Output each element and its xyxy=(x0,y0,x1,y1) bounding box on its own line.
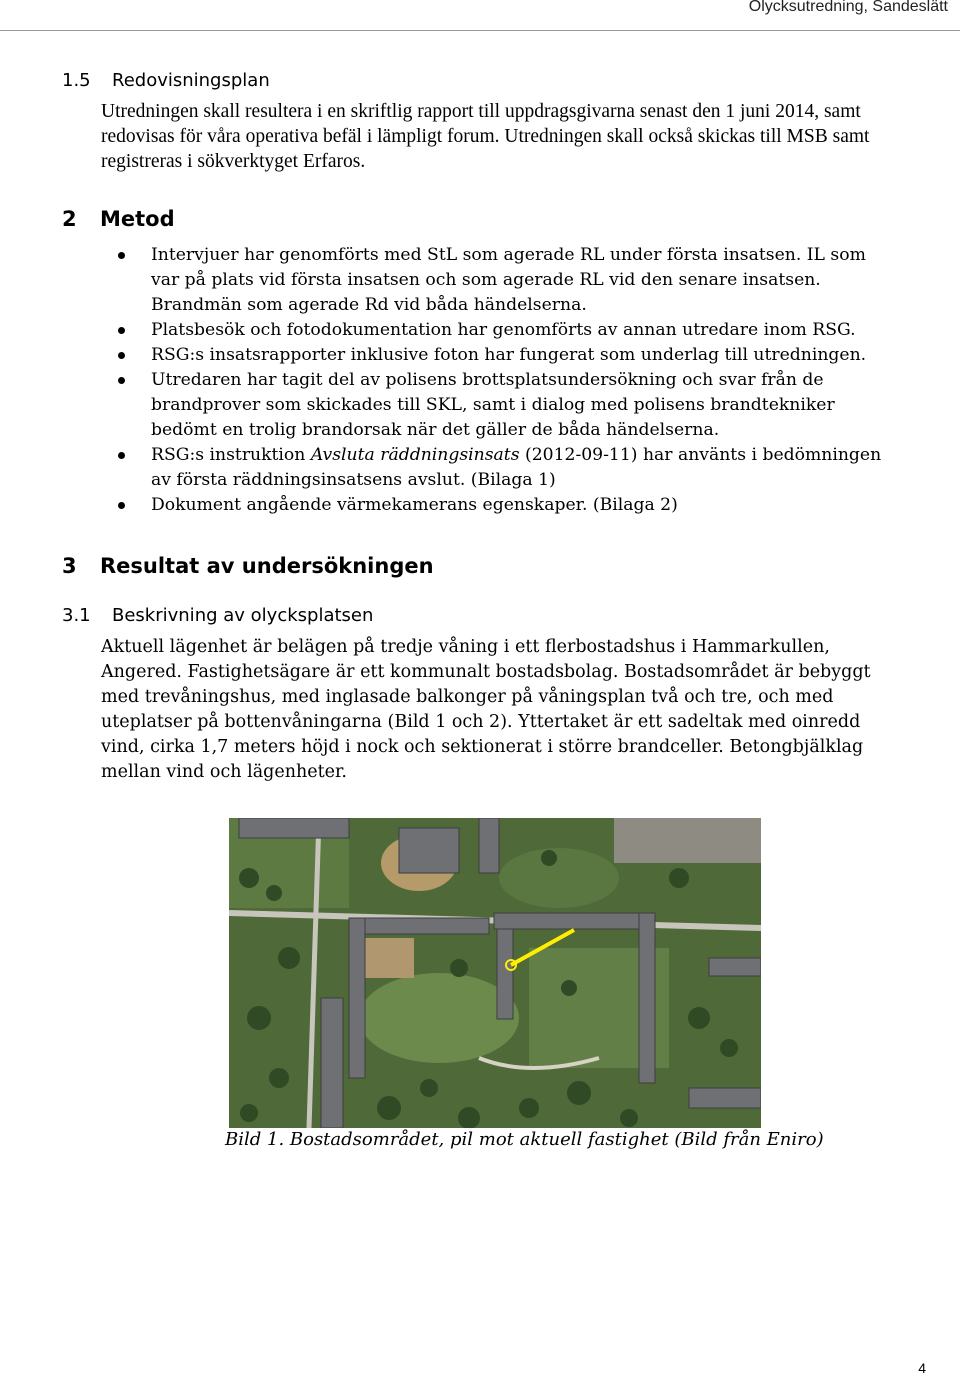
section-3-1-body: Aktuell lägenhet är belägen på tredje våning i ett flerbostadshus i Hammarkullen, Angered. Fastighetsägare är ett kommunalt bostadsbolag. Bostadsområdet är bebyggt med trevåningshus, med inglasade balkonger på våningsplan två och tre, och med uteplatser på bottenvåningarna (Bild 1 och 2). Yttertaket är ett sadeltak med oinredd vind, cirka 1,7 meters höjd i nock och sektionerat i större brandceller. Betongbjälklag mellan vind och lägenheter. xyxy=(101,637,871,782)
bullet-icon xyxy=(118,452,125,459)
list-item: Utredaren har tagit del av polisens brottsplatsundersökning och svar från de brandprover som skickades till SKL, samt i dialog med polisens brandtekniker bedömt en trolig brandorsak när det gäller de båda händelserna. xyxy=(112,368,892,443)
section-number: 3 xyxy=(62,554,77,578)
header-divider xyxy=(0,30,960,31)
method-bullet-list xyxy=(112,243,892,518)
bullet-icon xyxy=(118,252,125,259)
running-header: Olycksutredning, Sandeslätt xyxy=(748,0,948,15)
section-heading-3 xyxy=(62,554,434,578)
section-title: Beskrivning av olycksplatsen xyxy=(112,605,374,626)
section-heading-3-1 xyxy=(62,605,373,626)
list-item: RSG:s insatsrapporter inklusive foton har fungerat som underlag till utredningen. xyxy=(112,343,892,368)
section-1-5-body: Utredningen skall resultera i en skriftlig rapport till uppdragsgivarna senast den 1 juni 2014, samt redovisas för våra operativa befäl i lämpligt forum. Utredningen skall också skickas till MSB samt registreras i sökverktyget Erfaros. xyxy=(101,101,870,172)
figure-caption: Bild 1. Bostadsområdet, pil mot aktuell fastighet (Bild från Eniro) xyxy=(225,1129,824,1150)
section-title: Redovisningsplan xyxy=(112,70,270,91)
aerial-map-image xyxy=(229,818,761,1128)
section-title: Metod xyxy=(100,207,175,231)
bullet-icon xyxy=(118,352,125,359)
section-number: 3.1 xyxy=(62,605,91,626)
section-number: 2 xyxy=(62,207,77,231)
section-title: Resultat av undersökningen xyxy=(100,554,434,578)
list-item: Dokument angående värmekamerans egenskaper. (Bilaga 2) xyxy=(112,493,892,518)
section-number: 1.5 xyxy=(62,70,91,91)
list-item: Intervjuer har genomförts med StL som agerade RL under första insatsen. IL som var på plats vid första insatsen och som agerade RL vid den senare insatsen. Brandmän som agerade Rd vid båda händelserna. xyxy=(112,243,892,318)
list-item: Platsbesök och fotodokumentation har genomförts av annan utredare inom RSG. xyxy=(112,318,892,343)
list-item: RSG:s instruktion Avsluta räddningsinsats (2012-09-11) har använts i bedömningen av första räddningsinsatsens avslut. (Bilaga 1) xyxy=(112,443,892,493)
bullet-icon xyxy=(118,502,125,509)
section-heading-2 xyxy=(62,207,175,231)
bullet-icon xyxy=(118,327,125,334)
page-number: 4 xyxy=(918,1360,926,1376)
section-heading-1-5 xyxy=(62,70,270,91)
instruction-title: Avsluta räddningsinsats xyxy=(310,445,520,465)
bullet-icon xyxy=(118,377,125,384)
